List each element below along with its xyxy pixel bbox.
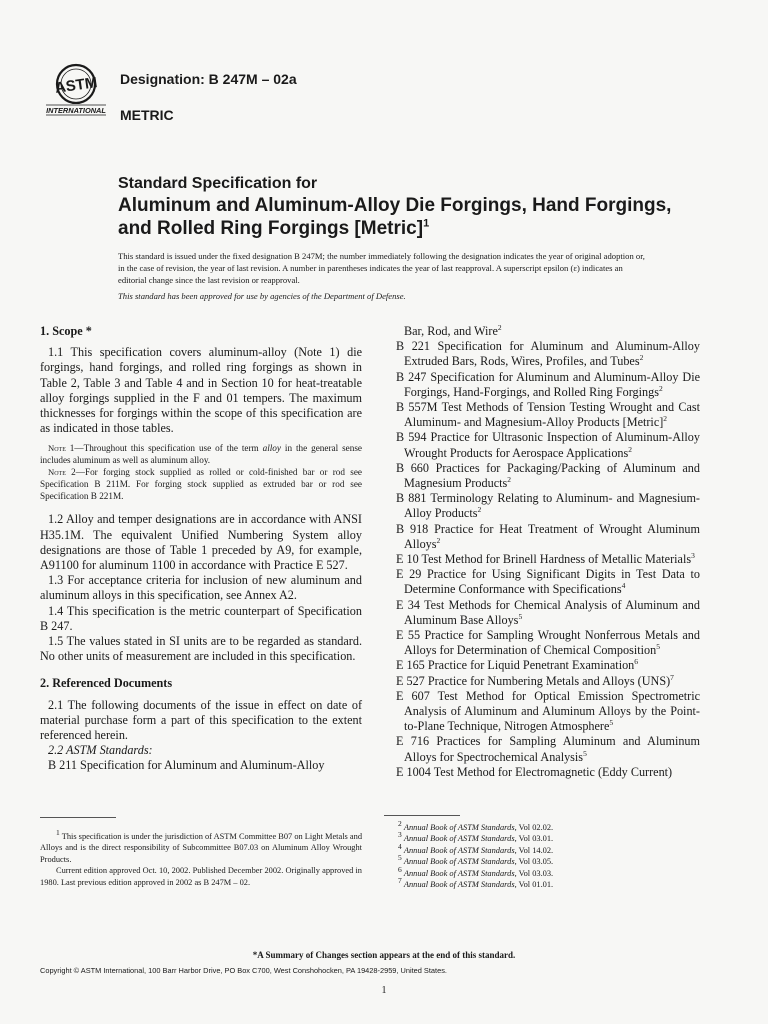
reference-item: B 557M Test Methods of Tension Testing Wrought and Cast Aluminum- and Magnesium-Alloy Products [Metric]$^2$	[396, 400, 700, 430]
reference-item: B 660 Practices for Packaging/Packing of Aluminum and Magnesium Products$^2$	[396, 460, 700, 491]
reference-item: E 165 Practice for Liquid Penetrant Examination$^6$	[396, 657, 639, 673]
astm-logo	[40, 60, 112, 120]
para-2-2: 2.2 ASTM Standards:	[48, 743, 153, 758]
footnote-5: $^5$ Annual Book of ASTM Standards, Vol 03.05.	[398, 853, 554, 867]
title-block	[118, 174, 678, 240]
page-number: 1	[381, 985, 387, 996]
footnote-2: $^2$ Annual Book of ASTM Standards, Vol 02.02.	[398, 819, 554, 832]
reference-item: E 527 Practice for Numbering Metals and Alloys (UNS)$^7$	[396, 672, 674, 688]
reference-item: E 1004 Test Method for Electromagnetic (Eddy Current)	[396, 764, 673, 779]
note-2: Note 2—For forging stock supplied as rolled or cold-finished bar or rod see Specification B 211M. For forging stock supplied as extruded bar or rod see Specification B 221M.	[40, 467, 362, 502]
defense-note: This standard has been approved for use by agencies of the Department of Defense.	[118, 291, 406, 301]
reference-item: Bar, Rod, and Wire$^2$	[404, 322, 502, 338]
metric-label: METRIC	[120, 107, 174, 123]
referenced-documents-heading: 2. Referenced Documents	[40, 676, 173, 691]
reference-item: E 29 Practice for Using Significant Digits in Test Data to Determine Conformance with Specifications$^4$	[396, 567, 700, 597]
scope-heading: 1. Scope *	[40, 324, 92, 338]
intro-paragraph: This standard is issued under the fixed designation B 247M; the number immediately following the designation indicates the year of original adoption or, in the case of revision, the year of last revision. A number in parentheses indicates the year of last reapproval. A superscript epsilon (ε) indicates an editorial change since the last revision or reapproval.	[118, 251, 645, 285]
footnote-7: $^7$ Annual Book of ASTM Standards, Vol 01.01.	[398, 876, 554, 890]
footnote-rule-left	[40, 817, 116, 818]
reference-item: B 221 Specification for Aluminum and Aluminum-Alloy Extruded Bars, Rods, Wires, Profiles, and Tubes$^2$	[396, 339, 700, 369]
footnote-3: $^3$ Annual Book of ASTM Standards, Vol 03.01.	[398, 830, 554, 844]
copyright: Copyright © ASTM International, 100 Barr Harbor Drive, PO Box C700, West Conshohocken, PA 19428-2959, United States.	[40, 966, 447, 975]
title-line1: Standard Specification for	[118, 175, 318, 192]
right-column	[396, 324, 700, 780]
reference-item: E 55 Practice for Sampling Wrought Nonferrous Metals and Alloys for Determination of Chemical Composition$^5$	[396, 628, 700, 658]
footnote-6: $^6$ Annual Book of ASTM Standards, Vol 03.03.	[398, 864, 554, 878]
reference-item: B 918 Practice for Heat Treatment of Wrought Aluminum Alloys$^2$	[396, 521, 700, 551]
para-2-1: 2.1 The following documents of the issue in effect on date of material purchase form a part of this specification to the extent referenced herein.	[40, 697, 362, 743]
footnotes-right	[398, 819, 698, 890]
note-1: Note 1—Throughout this specification use of the term alloy in the general sense includes aluminum as well as aluminum alloy.	[40, 443, 362, 466]
left-column	[40, 324, 362, 774]
reference-item: B 594 Practice for Ultrasonic Inspection of Aluminum-Alloy Wrought Products for Aerospace Applications$^2$	[396, 430, 700, 460]
para-1-2: 1.2 Alloy and temper designations are in accordance with ANSI H35.1M. The equivalent Unified Numbering System alloy designations are those of Table 1 preceded by A9, for example, A91100 for aluminum 1100 in accordance with Practice E 527.	[40, 512, 362, 573]
footnote-4: $^4$ Annual Book of ASTM Standards, Vol 14.02.	[398, 842, 554, 855]
logo-label: INTERNATIONAL	[46, 106, 106, 115]
footnote-1-edition: Current edition approved Oct. 10, 2002. Published December 2002. Originally approved in 1980. Last previous edition approved in 2002 as B 247M – 02.	[40, 866, 362, 887]
summary-note: *A Summary of Changes section appears at the end of this standard.	[252, 950, 516, 960]
reference-item: E 34 Test Methods for Chemical Analysis of Aluminum and Aluminum Base Alloys$^5$	[396, 597, 700, 627]
reference-item: B 881 Terminology Relating to Aluminum- and Magnesium-Alloy Products$^2$	[396, 491, 700, 521]
designation: Designation: B 247M – 02a	[120, 71, 297, 87]
footnote-1: $^1$ This specification is under the jurisdiction of ASTM Committee B07 on Light Metals and Alloys and is the direct responsibility of Subcommittee B07.03 on Aluminum Alloy Wrought Products.	[40, 828, 363, 864]
para-1-3: 1.3 For acceptance criteria for inclusion of new aluminum and aluminum alloys in this specification, see Annex A2.	[40, 573, 362, 603]
footnote-rule-right	[384, 815, 460, 816]
svg-text:ASTM: ASTM	[53, 74, 99, 97]
para-1-1: 1.1 This specification covers aluminum-alloy (Note 1) die forgings, hand forgings, and rolled ring forgings as shown in Table 2, Table 3 and Table 4 and in Section 10 for heat-treatable alloy forgings supplied in the F and 01 tempers. The maximum thicknesses for forgings within the scope of this specification are as indicated in those tables.	[40, 345, 362, 436]
para-1-5: 1.5 The values stated in SI units are to be regarded as standard. No other units of measurement are included in this specification.	[40, 634, 362, 664]
title-main: Aluminum and Aluminum-Alloy Die Forgings, Hand Forgings, and Rolled Ring Forgings [Metric]$^1$	[118, 195, 672, 239]
reference-item: E 10 Test Method for Brinell Hardness of Metallic Materials$^3$	[396, 550, 695, 567]
para-1-4: 1.4 This specification is the metric counterpart of Specification B 247.	[40, 603, 362, 633]
reference-item: E 607 Test Method for Optical Emission Spectrometric Analysis of Aluminum and Aluminum Alloys by the Point-to-Plane Technique, Nitrogen Atmosphere$^5$	[396, 688, 700, 734]
reference-item: B 247 Specification for Aluminum and Aluminum-Alloy Die Forgings, Hand-Forgings, and Rolled Ring Forgings$^2$	[396, 369, 700, 399]
ref-b211: B 211 Specification for Aluminum and Aluminum-Alloy	[48, 758, 325, 773]
footnotes-left	[40, 828, 363, 888]
reference-item: E 716 Practices for Sampling Aluminum and Aluminum Alloys for Spectrochemical Analysis$^5$	[396, 734, 700, 764]
